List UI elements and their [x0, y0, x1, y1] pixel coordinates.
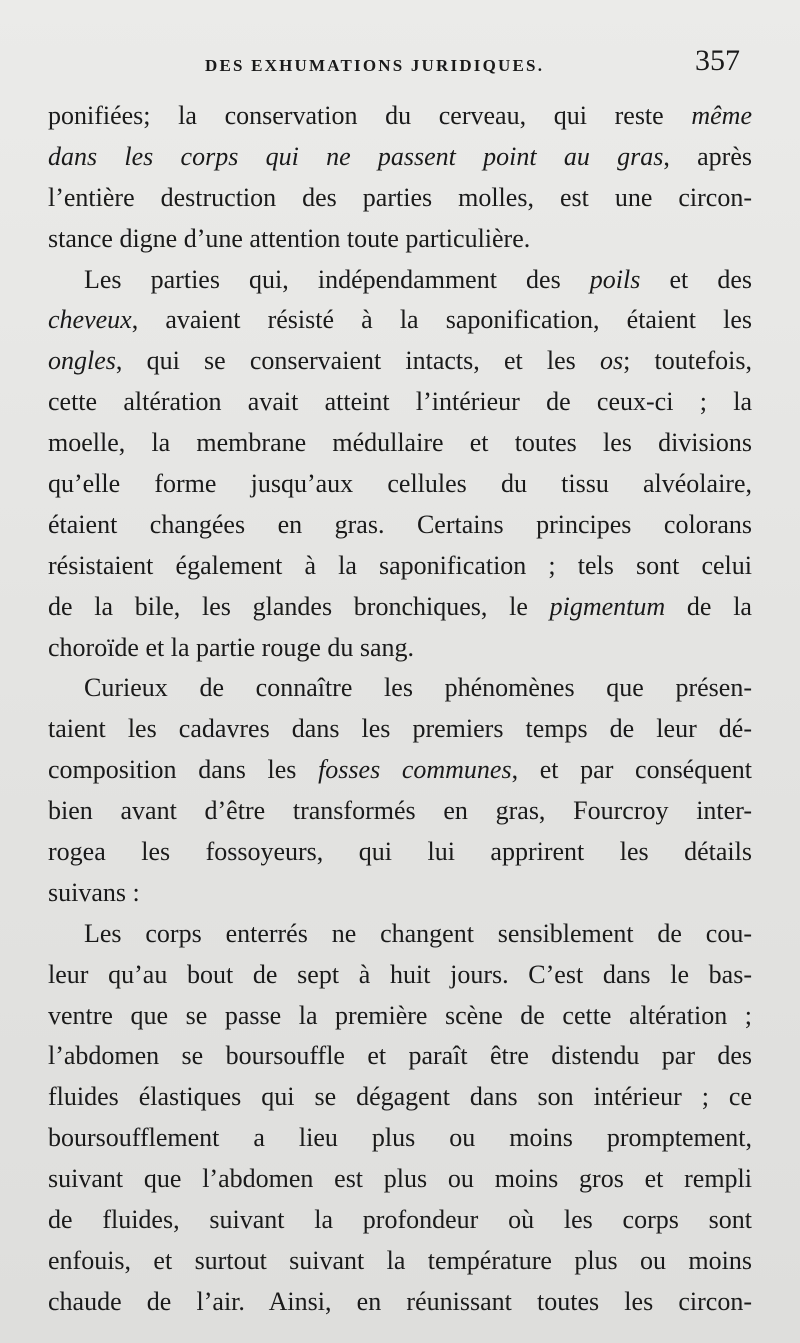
running-title: DES EXHUMATIONS JURIDIQUES. — [205, 56, 545, 75]
text-run: Les parties qui, indépendamment des — [84, 264, 590, 294]
italic-run: ongles — [48, 346, 116, 376]
italic-run: pigmentum — [549, 591, 666, 621]
italic-run: cheveux — [48, 305, 132, 335]
text-run: suivant que l’abdomen est plus ou moins gros et rempli — [48, 1164, 752, 1194]
text-line — [48, 628, 752, 669]
text-run: de la bile, les glandes bronchiques, le — [48, 591, 550, 621]
italic-run: même — [691, 101, 752, 130]
text-line — [48, 873, 752, 914]
italic-run: fosses communes — [318, 755, 512, 785]
text-line — [48, 178, 752, 219]
text-run: choroïde et la partie rouge du sang. — [48, 632, 415, 662]
text-run: bien avant d’être transformés en gras, Fourcroy inter- — [48, 796, 752, 826]
text-run: composition dans les — [48, 755, 319, 785]
text-line — [48, 260, 752, 301]
text-run: étaient changées en gras. Certains principes colorans — [48, 509, 752, 539]
text-line — [48, 341, 752, 382]
text-line — [48, 219, 752, 260]
body-text — [48, 96, 752, 1323]
text-line — [48, 1282, 752, 1323]
text-run: taient les cadavres dans les premiers temps de leur dé- — [48, 714, 752, 744]
text-run: Les corps enterrés ne changent sensiblement de cou- — [84, 918, 752, 948]
text-line — [48, 709, 752, 750]
italic-run: dans les corps qui ne passent point au gras — [48, 141, 664, 171]
text-line — [48, 750, 752, 791]
text-run: , qui se conservaient intacts, et les — [115, 346, 600, 376]
text-run: rogea les fossoyeurs, qui lui apprirent les détails — [48, 837, 752, 867]
text-line — [48, 791, 752, 832]
text-run: de fluides, suivant la profondeur où les corps sont — [48, 1205, 752, 1235]
text-run: qu’elle forme jusqu’aux cellules du tissu alvéolaire, — [48, 469, 752, 499]
text-line — [48, 955, 752, 996]
text-run: Curieux de connaître les phénomènes que présen- — [84, 673, 752, 703]
text-line — [48, 300, 752, 341]
text-run: , après — [663, 141, 752, 171]
text-run: stance digne d’une attention toute particulière. — [48, 223, 531, 253]
text-run: ventre que se passe la première scène de cette altération ; — [48, 1000, 752, 1030]
text-line — [48, 546, 752, 587]
text-run: fluides élastiques qui se dégagent dans son intérieur ; ce — [48, 1082, 752, 1112]
text-line — [48, 832, 752, 873]
text-run: , et par conséquent — [511, 755, 752, 785]
text-line — [48, 668, 752, 709]
text-line — [48, 382, 752, 423]
text-line — [48, 1077, 752, 1118]
italic-run: poils — [589, 264, 641, 294]
text-line — [48, 464, 752, 505]
italic-run: os — [599, 346, 624, 376]
text-run: ; toutefois, — [623, 346, 753, 376]
text-line — [48, 96, 752, 137]
text-run: boursoufflement a lieu plus ou moins promptement, — [48, 1123, 752, 1153]
text-line — [48, 996, 752, 1037]
text-run: de la — [665, 591, 752, 621]
text-run: , avaient résisté à la saponification, étaient les — [131, 305, 752, 335]
text-line — [48, 1118, 752, 1159]
text-run: l’abdomen se boursouffle et paraît être distendu par des — [48, 1041, 752, 1071]
text-run: enfouis, et surtout suivant la température plus ou moins — [48, 1245, 752, 1275]
text-run: l’entière destruction des parties molles, est une circon- — [48, 182, 752, 212]
text-run: suivans : — [48, 877, 140, 907]
text-line — [48, 587, 752, 628]
text-line — [48, 423, 752, 464]
text-run: ponifiées; la conservation du cerveau, qui reste — [48, 101, 692, 130]
text-line — [48, 505, 752, 546]
text-line — [48, 1159, 752, 1200]
text-line — [48, 914, 752, 955]
text-run: résistaient également à la saponification ; tels sont celui — [48, 550, 752, 580]
text-run: cette altération avait atteint l’intérieur de ceux-ci ; la — [48, 387, 752, 417]
running-head — [0, 44, 800, 84]
text-run: moelle, la membrane médullaire et toutes les divisions — [48, 428, 752, 458]
text-line — [48, 1241, 752, 1282]
text-line — [48, 1036, 752, 1077]
page-number: 357 — [695, 44, 740, 77]
text-line — [48, 137, 752, 178]
text-line — [48, 1200, 752, 1241]
text-run: leur qu’au bout de sept à huit jours. C’est dans le bas- — [48, 959, 752, 989]
text-run: et des — [640, 264, 753, 294]
text-run: chaude de l’air. Ainsi, en réunissant toutes les circon- — [48, 1286, 752, 1316]
